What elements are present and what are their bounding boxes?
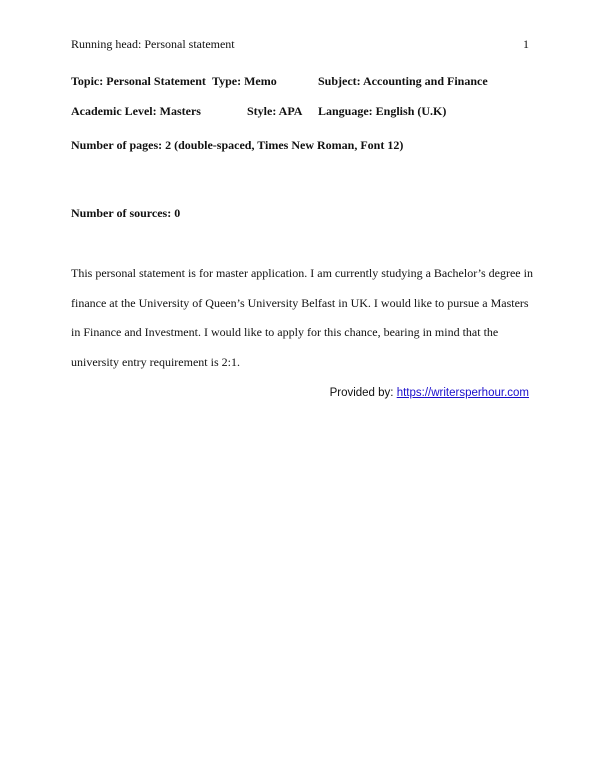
page-number: 1 [523, 37, 529, 51]
provided-by-label: Provided by: [329, 387, 397, 399]
topic-label: Topic: Personal Statement [71, 74, 206, 88]
sources-label: Number of sources: 0 [71, 206, 181, 220]
type-label: Type: Memo [212, 74, 277, 88]
academic-level-label: Academic Level: Masters [71, 104, 201, 118]
running-head: Running head: Personal statement [71, 37, 235, 51]
body-line-1: This personal statement is for master application. I am currently studying a Bachelor’s degree in [71, 266, 533, 280]
subject-label: Subject: Accounting and Finance [318, 74, 488, 88]
provided-by [330, 386, 529, 400]
language-label: Language: English (U.K) [318, 104, 447, 118]
body-line-3: in Finance and Investment. I would like to apply for this chance, bearing in mind that the [71, 325, 499, 339]
style-label: Style: APA [247, 104, 303, 118]
body-line-4: university entry requirement is 2:1. [71, 355, 240, 369]
body-line-2: finance at the University of Queen’s University Belfast in UK. I would like to pursue a Masters [71, 296, 529, 310]
provider-link[interactable]: https://writersperhour.com [396, 387, 529, 399]
pages-label: Number of pages: 2 (double-spaced, Times New Roman, Font 12) [71, 138, 404, 152]
page-header [71, 37, 529, 53]
